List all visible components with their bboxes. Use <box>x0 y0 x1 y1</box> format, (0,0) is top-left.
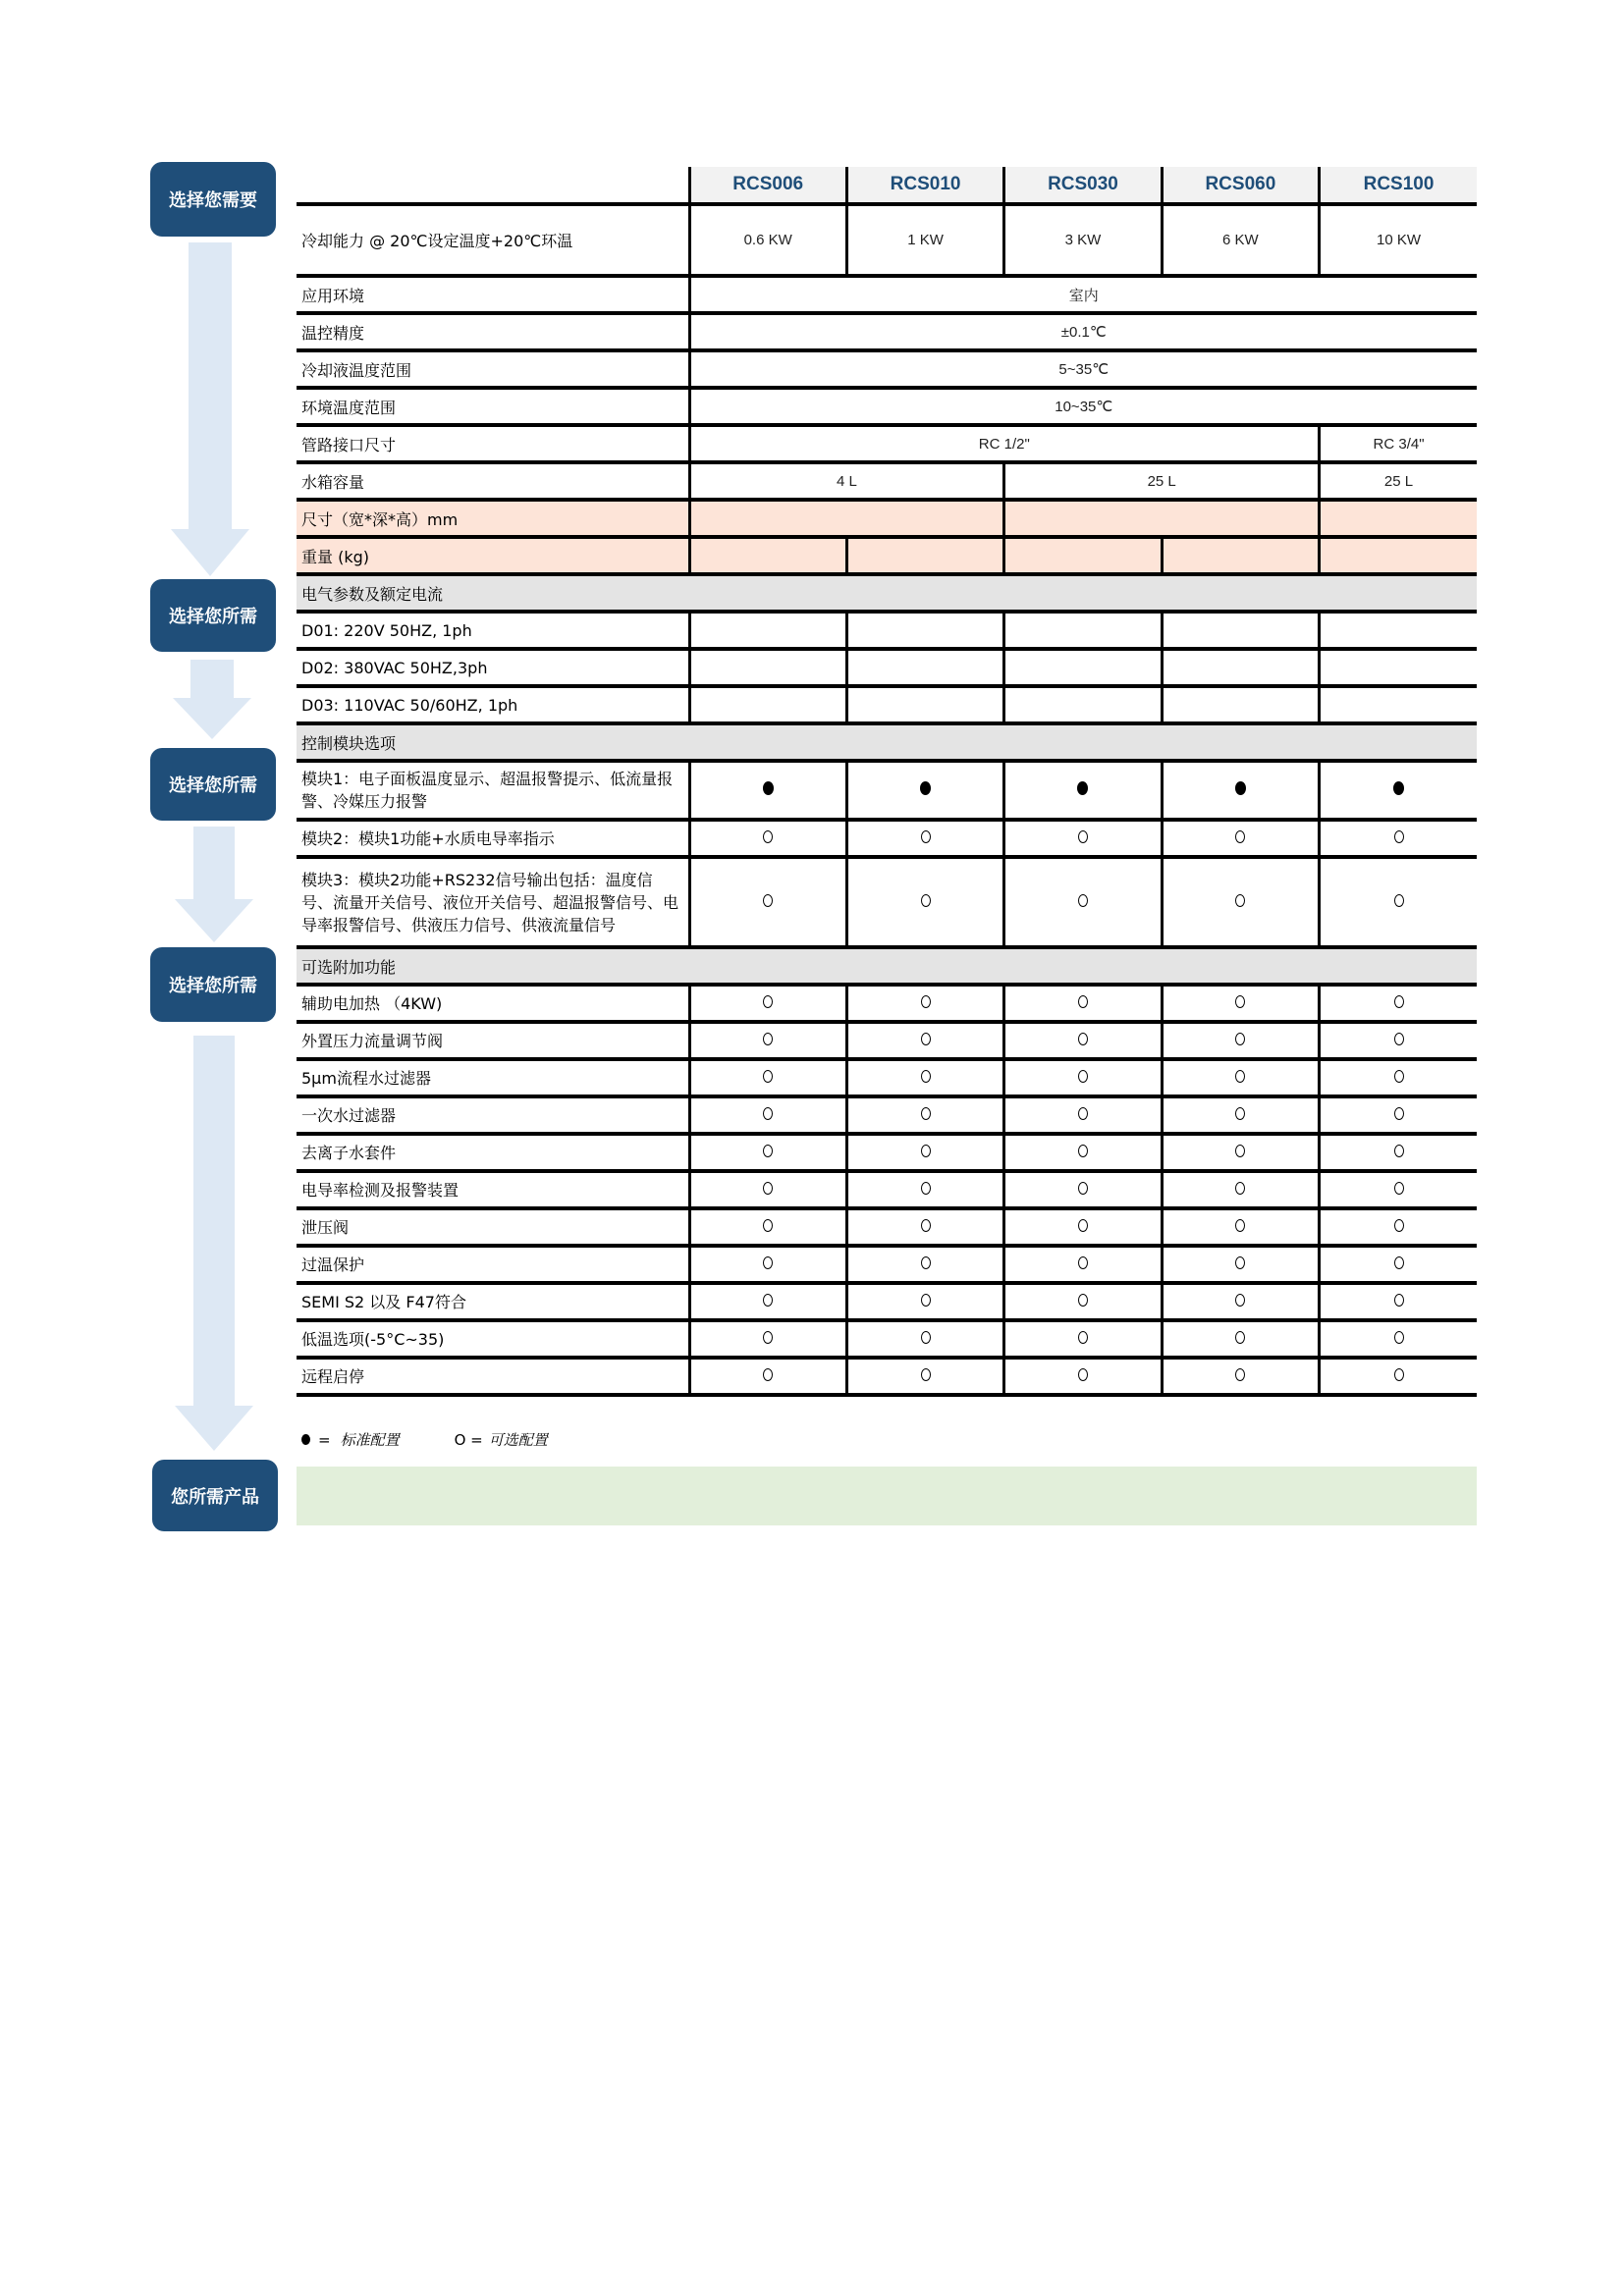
optional-circle-icon <box>1235 1182 1245 1195</box>
cell <box>846 857 1003 947</box>
cell <box>846 1283 1003 1320</box>
cell <box>1162 761 1319 820</box>
optional-circle-icon <box>1078 1107 1088 1120</box>
cell <box>689 1096 846 1134</box>
row-label: 模块3：模块2功能+RS232信号输出包括：温度信号、流量开关信号、液位开关信号、超温报警信号、电导率报警信号、供液压力信号、供液流量信号 <box>297 857 689 947</box>
table-row <box>297 1208 1477 1246</box>
table-row <box>297 686 1477 723</box>
row-label: 重量 (kg) <box>297 537 689 574</box>
table-row <box>297 350 1477 388</box>
table-row <box>297 1320 1477 1358</box>
cell <box>1004 1171 1162 1208</box>
row-label: 电导率检测及报警装置 <box>297 1171 689 1208</box>
cell <box>846 1134 1003 1171</box>
cell <box>1004 820 1162 857</box>
optional-circle-icon <box>921 894 931 907</box>
standard-dot-icon <box>1077 781 1088 795</box>
optional-circle-icon <box>921 830 931 843</box>
cell <box>846 537 1003 574</box>
cell <box>1320 1320 1477 1358</box>
optional-circle-icon <box>1235 1107 1245 1120</box>
cell <box>1004 1059 1162 1096</box>
optional-circle-icon <box>763 1145 773 1157</box>
row-label: 泄压阀 <box>297 1208 689 1246</box>
cell <box>846 649 1003 686</box>
table-row <box>297 1358 1477 1395</box>
cell: 25 L <box>1004 462 1320 500</box>
optional-circle-icon <box>1394 1070 1404 1083</box>
row-label: 尺寸（宽*深*高）mm <box>297 500 689 537</box>
cell <box>1320 1246 1477 1283</box>
row-label: 冷却能力 @ 20℃设定温度+20℃环温 <box>297 204 689 276</box>
row-label: 管路接口尺寸 <box>297 425 689 462</box>
cell <box>1320 1059 1477 1096</box>
cell <box>1320 761 1477 820</box>
optional-circle-icon <box>1078 1219 1088 1232</box>
step-box-5 <box>152 1460 278 1531</box>
optional-circle-icon <box>1235 1294 1245 1307</box>
legend <box>301 1429 548 1450</box>
row-label: 水箱容量 <box>297 462 689 500</box>
product-result-box <box>297 1467 1477 1525</box>
cell <box>1004 537 1162 574</box>
step-box-4 <box>150 947 276 1022</box>
optional-circle-icon <box>1078 995 1088 1008</box>
optional-circle-icon <box>1394 1145 1404 1157</box>
standard-dot-icon <box>763 781 774 795</box>
section-title: 电气参数及额定电流 <box>297 574 1477 612</box>
optional-circle-icon <box>1394 1219 1404 1232</box>
table-row <box>297 761 1477 820</box>
cell <box>1004 761 1162 820</box>
header-blank <box>297 167 689 204</box>
table-row <box>297 1059 1477 1096</box>
cell <box>1162 1246 1319 1283</box>
cell <box>1004 500 1320 537</box>
table-row <box>297 857 1477 947</box>
cell <box>1162 537 1319 574</box>
table-row <box>297 1022 1477 1059</box>
optional-circle-icon <box>1078 1368 1088 1381</box>
arrow-shaft-2 <box>190 660 234 701</box>
cell <box>1004 1283 1162 1320</box>
optional-circle-icon <box>1394 1368 1404 1381</box>
step-label: 选择您所需 <box>169 775 257 796</box>
optional-circle-icon <box>921 1331 931 1344</box>
step-label: 选择您需要 <box>169 190 257 211</box>
optional-circle-icon <box>1235 1368 1245 1381</box>
standard-dot-icon <box>301 1434 310 1445</box>
optional-circle-icon <box>763 894 773 907</box>
cell <box>1162 857 1319 947</box>
row-label: 环境温度范围 <box>297 388 689 425</box>
optional-circle-icon <box>1394 1294 1404 1307</box>
cooling-row <box>297 204 1477 276</box>
row-label: 模块2：模块1功能+水质电导率指示 <box>297 820 689 857</box>
optional-circle-icon <box>1394 1182 1404 1195</box>
optional-circle-icon <box>921 1107 931 1120</box>
cell: 5~35℃ <box>689 350 1477 388</box>
arrow-down-icon <box>175 1406 253 1451</box>
cell <box>846 820 1003 857</box>
table-row <box>297 820 1477 857</box>
optional-circle-icon <box>763 1368 773 1381</box>
cell <box>1320 985 1477 1022</box>
cell <box>1162 612 1319 649</box>
cell <box>1162 820 1319 857</box>
cell <box>689 686 846 723</box>
cell <box>1320 649 1477 686</box>
cell <box>1162 985 1319 1022</box>
optional-circle-icon <box>921 1368 931 1381</box>
section-title: 可选附加功能 <box>297 947 1477 985</box>
cell <box>846 686 1003 723</box>
optional-circle-icon <box>763 1294 773 1307</box>
cell <box>1320 1134 1477 1171</box>
cell <box>689 649 846 686</box>
cell <box>846 1096 1003 1134</box>
optional-circle-icon <box>1394 894 1404 907</box>
table-row <box>297 537 1477 574</box>
optional-circle-icon <box>921 1219 931 1232</box>
cell <box>1320 820 1477 857</box>
cell <box>689 1022 846 1059</box>
arrow-down-icon <box>171 529 249 576</box>
cell <box>1004 1096 1162 1134</box>
row-label: 模块1：电子面板温度显示、超温报警提示、低流量报警、冷媒压力报警 <box>297 761 689 820</box>
cell <box>1320 500 1477 537</box>
model-header: RCS006 <box>689 167 846 204</box>
step-label: 选择您所需 <box>169 607 257 627</box>
row-label: D01: 220V 50HZ, 1ph <box>297 612 689 649</box>
table-row <box>297 649 1477 686</box>
arrow-shaft-3 <box>193 827 235 901</box>
cell <box>846 1171 1003 1208</box>
row-label: 一次水过滤器 <box>297 1096 689 1134</box>
cell <box>1162 1022 1319 1059</box>
table-row <box>297 276 1477 313</box>
cell: 25 L <box>1320 462 1477 500</box>
optional-circle-icon <box>1394 995 1404 1008</box>
row-label: D03: 110VAC 50/60HZ, 1ph <box>297 686 689 723</box>
cell <box>1162 1358 1319 1395</box>
optional-circle-icon <box>1235 1219 1245 1232</box>
cell <box>689 500 1004 537</box>
optional-circle-icon <box>763 1033 773 1045</box>
cell: 4 L <box>689 462 1004 500</box>
optional-circle-icon <box>921 1070 931 1083</box>
cell <box>1004 1246 1162 1283</box>
cell: 10~35℃ <box>689 388 1477 425</box>
cell <box>1004 649 1162 686</box>
cell <box>1320 857 1477 947</box>
cell: 0.6 KW <box>689 204 846 276</box>
cell <box>846 1059 1003 1096</box>
optional-circle-icon <box>1235 830 1245 843</box>
cell <box>846 1208 1003 1246</box>
model-header: RCS010 <box>846 167 1003 204</box>
optional-circle-icon <box>1394 1033 1404 1045</box>
optional-circle-icon <box>763 1256 773 1269</box>
cell <box>1320 1208 1477 1246</box>
cell: RC 3/4" <box>1320 425 1477 462</box>
model-header-row <box>297 167 1477 204</box>
arrow-shaft-1 <box>189 242 232 529</box>
row-label: 低温选项(-5°C~35) <box>297 1320 689 1358</box>
cell <box>1320 1283 1477 1320</box>
cell <box>1320 686 1477 723</box>
optional-circle-icon <box>1394 1331 1404 1344</box>
cell <box>689 537 846 574</box>
optional-circle-icon <box>1235 1070 1245 1083</box>
step-label: 您所需产品 <box>171 1486 259 1508</box>
cell <box>1004 1320 1162 1358</box>
optional-circle-icon <box>763 830 773 843</box>
cell: 6 KW <box>1162 204 1319 276</box>
optional-circle-icon <box>1078 1331 1088 1344</box>
cell: 3 KW <box>1004 204 1162 276</box>
standard-dot-icon <box>1393 781 1404 795</box>
cell <box>689 1283 846 1320</box>
table-row <box>297 1134 1477 1171</box>
optional-circle-icon <box>921 1294 931 1307</box>
optional-circle-icon <box>1078 1182 1088 1195</box>
cell <box>689 1320 846 1358</box>
cell <box>1004 1208 1162 1246</box>
spec-table <box>297 167 1477 1397</box>
cell <box>846 1246 1003 1283</box>
cell <box>689 1171 846 1208</box>
cell <box>1162 1283 1319 1320</box>
optional-circle-icon <box>921 1145 931 1157</box>
optional-circle-icon <box>1078 1256 1088 1269</box>
standard-dot-icon <box>1235 781 1246 795</box>
standard-dot-icon <box>920 781 931 795</box>
table-row <box>297 1171 1477 1208</box>
cell <box>1320 1022 1477 1059</box>
row-label: 5μm流程水过滤器 <box>297 1059 689 1096</box>
cell <box>1320 537 1477 574</box>
cell <box>1162 1320 1319 1358</box>
optional-circle-icon <box>763 1219 773 1232</box>
optional-circle-icon <box>1078 1145 1088 1157</box>
cell: 室内 <box>689 276 1477 313</box>
cell <box>1004 985 1162 1022</box>
optional-circle-icon <box>763 995 773 1008</box>
optional-circle-icon <box>1394 1107 1404 1120</box>
cell <box>689 1246 846 1283</box>
cell <box>689 1059 846 1096</box>
cell <box>846 1320 1003 1358</box>
cell <box>1320 612 1477 649</box>
step-box-1 <box>150 162 276 237</box>
cell <box>689 1358 846 1395</box>
table-row <box>297 1096 1477 1134</box>
step-box-3 <box>150 748 276 821</box>
table-row <box>297 1283 1477 1320</box>
cell: 1 KW <box>846 204 1003 276</box>
cell <box>1004 686 1162 723</box>
section-header <box>297 723 1477 761</box>
model-header: RCS100 <box>1320 167 1477 204</box>
cell <box>689 1134 846 1171</box>
cell <box>689 857 846 947</box>
cell <box>1004 1358 1162 1395</box>
model-header: RCS060 <box>1162 167 1319 204</box>
arrow-down-icon <box>173 698 251 739</box>
section-header <box>297 574 1477 612</box>
row-label: SEMI S2 以及 F47符合 <box>297 1283 689 1320</box>
section-title: 控制模块选项 <box>297 723 1477 761</box>
optional-circle-icon <box>921 1182 931 1195</box>
optional-circle-icon <box>1078 1070 1088 1083</box>
optional-circle-icon <box>1235 995 1245 1008</box>
optional-circle-icon <box>1078 830 1088 843</box>
cell <box>1162 1208 1319 1246</box>
cell <box>846 612 1003 649</box>
row-label: 应用环境 <box>297 276 689 313</box>
cell <box>689 820 846 857</box>
cell <box>1320 1096 1477 1134</box>
optional-circle-icon <box>1235 1145 1245 1157</box>
optional-circle-icon <box>763 1107 773 1120</box>
optional-circle-icon <box>921 995 931 1008</box>
optional-circle-icon <box>921 1033 931 1045</box>
table-row <box>297 313 1477 350</box>
cell <box>1004 857 1162 947</box>
optional-circle-icon <box>763 1182 773 1195</box>
cell <box>846 1358 1003 1395</box>
row-label: 冷却液温度范围 <box>297 350 689 388</box>
cell: ±0.1℃ <box>689 313 1477 350</box>
cell: RC 1/2" <box>689 425 1320 462</box>
row-label: 温控精度 <box>297 313 689 350</box>
cell <box>1320 1171 1477 1208</box>
optional-circle-icon <box>1078 1033 1088 1045</box>
cell <box>1162 1134 1319 1171</box>
step-label: 选择您所需 <box>169 976 257 996</box>
table-row <box>297 985 1477 1022</box>
optional-circle-icon <box>1394 830 1404 843</box>
table-row <box>297 500 1477 537</box>
cell <box>1162 649 1319 686</box>
optional-circle-icon <box>1235 1033 1245 1045</box>
step-box-2 <box>150 579 276 652</box>
cell <box>1162 1096 1319 1134</box>
cell <box>846 985 1003 1022</box>
optional-circle-icon <box>1235 894 1245 907</box>
optional-circle-icon <box>921 1256 931 1269</box>
cell <box>1162 1171 1319 1208</box>
cell <box>1004 1134 1162 1171</box>
cell: 10 KW <box>1320 204 1477 276</box>
row-label: 远程启停 <box>297 1358 689 1395</box>
cell <box>1162 1059 1319 1096</box>
optional-circle-icon <box>1235 1256 1245 1269</box>
arrow-shaft-4 <box>193 1036 235 1409</box>
legend-eq: = <box>318 1430 331 1449</box>
row-label: 过温保护 <box>297 1246 689 1283</box>
cell <box>689 985 846 1022</box>
table-row <box>297 1246 1477 1283</box>
table-row <box>297 388 1477 425</box>
legend-standard-label: 标准配置 <box>340 1431 400 1449</box>
table-row <box>297 462 1477 500</box>
row-label: D02: 380VAC 50HZ,3ph <box>297 649 689 686</box>
row-label: 外置压力流量调节阀 <box>297 1022 689 1059</box>
legend-optional-label: 可选配置 <box>488 1431 548 1449</box>
cell <box>846 761 1003 820</box>
cell <box>1320 1358 1477 1395</box>
cell <box>1004 612 1162 649</box>
optional-circle-icon <box>1394 1256 1404 1269</box>
optional-circle-icon <box>1078 894 1088 907</box>
optional-circle-icon <box>1235 1331 1245 1344</box>
optional-circle-icon <box>1078 1294 1088 1307</box>
legend-optional-symbol: O = <box>454 1430 483 1449</box>
optional-circle-icon <box>763 1331 773 1344</box>
row-label: 去离子水套件 <box>297 1134 689 1171</box>
table-row <box>297 612 1477 649</box>
arrow-down-icon <box>175 899 253 942</box>
model-header: RCS030 <box>1004 167 1162 204</box>
cell <box>1162 686 1319 723</box>
section-header <box>297 947 1477 985</box>
cell <box>1004 1022 1162 1059</box>
row-label: 辅助电加热 （4KW) <box>297 985 689 1022</box>
cell <box>846 1022 1003 1059</box>
cell <box>689 1208 846 1246</box>
cell <box>689 612 846 649</box>
optional-circle-icon <box>763 1070 773 1083</box>
cell <box>689 761 846 820</box>
table-row <box>297 425 1477 462</box>
